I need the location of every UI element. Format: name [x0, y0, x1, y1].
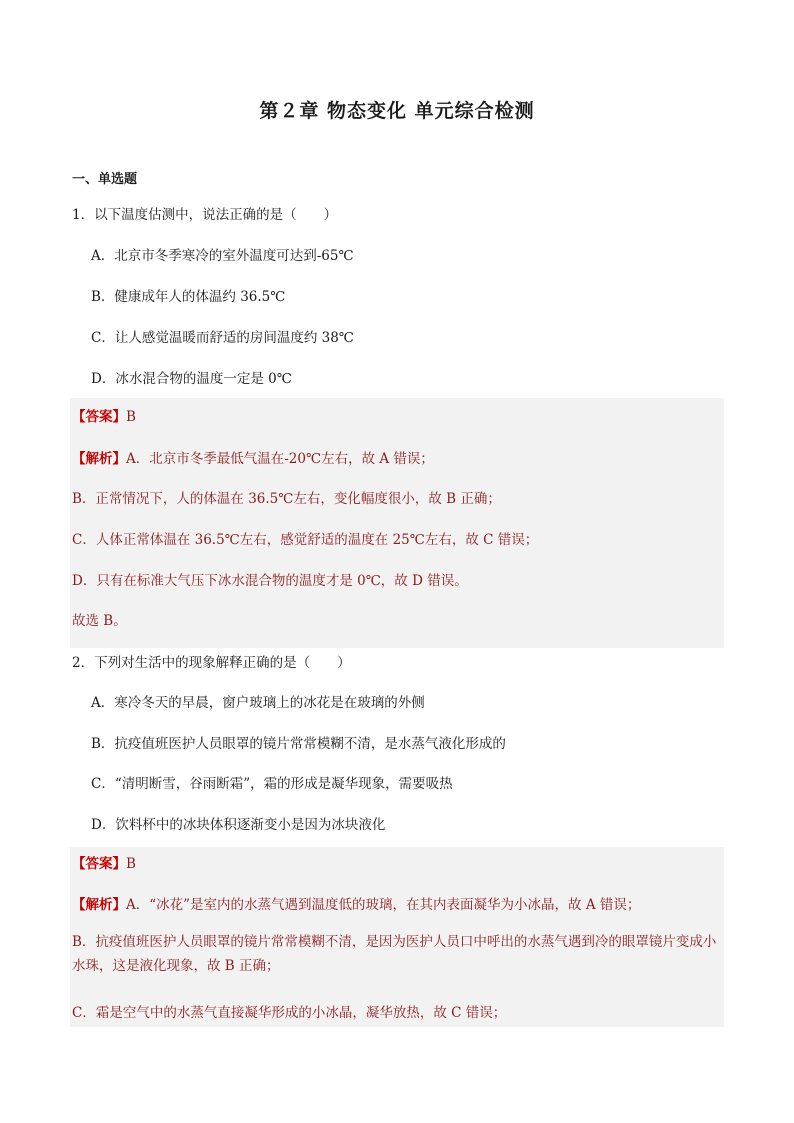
- answer-value: B: [126, 856, 136, 872]
- question-1-conclusion: 故选 B。: [72, 613, 127, 629]
- question-1-analysis-b: B．正常情况下，人的体温在 36.5℃左右，变化幅度很小，故 B 正确；: [72, 491, 501, 507]
- question-1-option-a: A．北京市冬季寒冷的室外温度可达到-65℃: [91, 248, 354, 264]
- question-2-option-b: B．抗疫值班医护人员眼罩的镜片常常模糊不清，是水蒸气液化形成的: [91, 736, 506, 752]
- question-1-analysis-c: C．人体正常体温在 36.5℃左右，感觉舒适的温度在 25℃左右，故 C 错误；: [72, 532, 539, 548]
- question-2-analysis-c: C．霜是空气中的水蒸气直接凝华形成的小冰晶，凝华放热，故 C 错误；: [72, 1005, 507, 1021]
- question-1-answer-box: [70, 398, 724, 648]
- analysis-tag: 【解析】: [72, 897, 126, 913]
- question-2-answer: [72, 852, 136, 872]
- question-2-option-d: D．饮料杯中的冰块体积逐渐变小是因为冰块液化: [91, 817, 386, 833]
- question-1-analysis-a: [72, 447, 434, 467]
- question-1-answer: [72, 405, 136, 425]
- question-1-analysis-d: D．只有在标准大气压下冰水混合物的温度才是 0℃，故 D 错误。: [72, 573, 468, 589]
- page-title: 第２章 物态变化 单元综合检测: [259, 100, 535, 122]
- analysis-line: A．北京市冬季最低气温在-20℃左右，故 A 错误；: [126, 451, 434, 467]
- question-1-option-c: C．让人感觉温暖而舒适的房间温度约 38℃: [91, 330, 354, 346]
- question-2-option-c: C．“清明断雪，谷雨断霜”，霜的形成是凝华现象，需要吸热: [91, 776, 453, 792]
- answer-tag: 【答案】: [72, 409, 126, 425]
- analysis-line: A．“冰花”是室内的水蒸气遇到温度低的玻璃，在其内表面凝华为小冰晶，故 A 错误；: [126, 897, 641, 913]
- answer-tag: 【答案】: [72, 856, 126, 872]
- question-2-stem: 2．下列对生活中的现象解释正确的是（ ）: [72, 655, 351, 671]
- section-heading: 一、单选题: [72, 172, 138, 187]
- analysis-tag: 【解析】: [72, 451, 126, 467]
- question-1-option-d: D．冰水混合物的温度一定是 0℃: [91, 371, 292, 387]
- question-2-option-a: A．寒冷冬天的早晨，窗户玻璃上的冰花是在玻璃的外侧: [91, 695, 425, 711]
- question-1-option-b: B．健康成年人的体温约 36.5℃: [91, 289, 286, 305]
- question-2-analysis-a: [72, 893, 640, 913]
- question-2-analysis-b: B．抗疫值班医护人员眼罩的镜片常常模糊不清，是因为医护人员口中呼出的水蒸气遇到冷的眼罩镜片变成小水珠，这是液化现象，故 B 正确；: [72, 934, 717, 974]
- question-1-stem: 1．以下温度估测中，说法正确的是（ ）: [72, 207, 338, 223]
- answer-value: B: [126, 409, 136, 425]
